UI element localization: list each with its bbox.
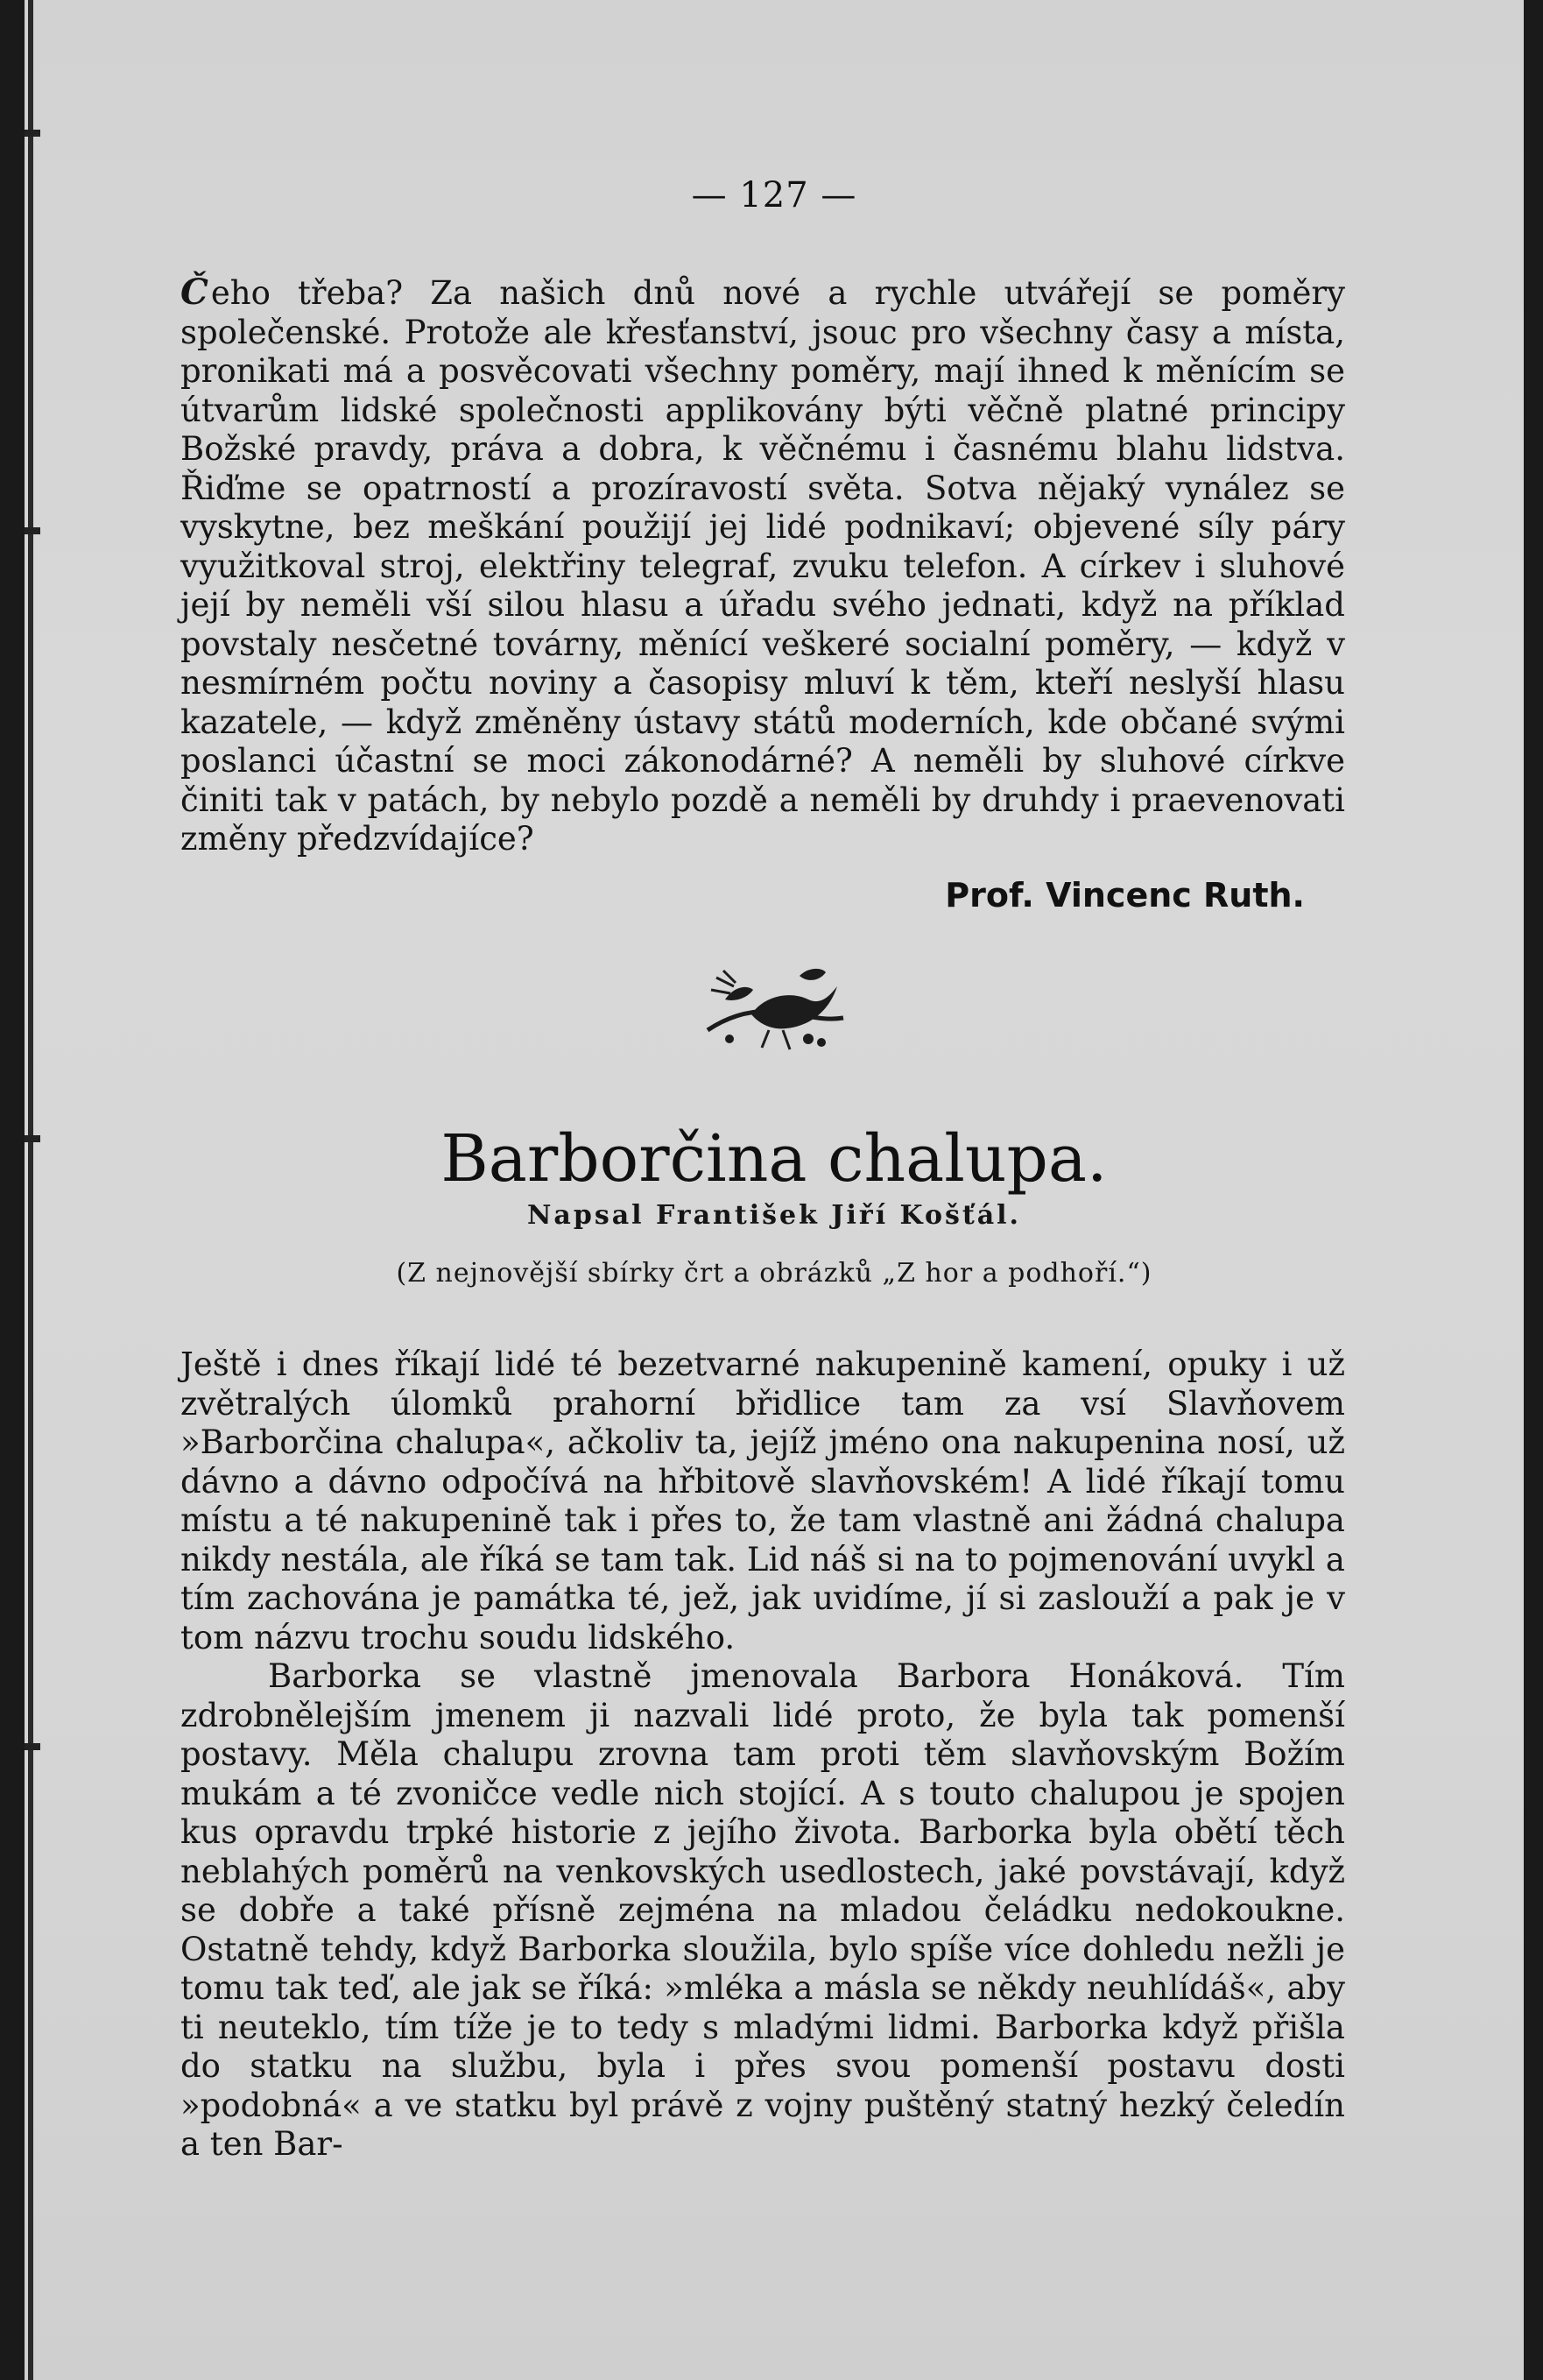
edge-mark	[25, 130, 40, 137]
drop-initial: Č	[180, 272, 208, 313]
article-paragraph-text: Barborka se vlastně jmenovala Barbora Honáková. Tím zdrobnělejším jmenem ji nazvali lidé proto, že byla tak pomenší postavy. Měla chalupu zrovna tam proti těm slavňovským Božím mukám a té zvoničce vedle nich stojící. A s touto chalupou je spojen kus opravdu trpké historie z jejího života. Barborka byla obětí těch neblahých poměrů na venkovských usedlostech, jaké povstávají, když se dobře a také přísně zejména na mladou čeládku nedokoukne. Ostatně tehdy, když Barborka sloužila, bylo spíše více dohledu nežli je tomu tak teď, ale jak se říká: »mléka a másla se někdy neuhlídáš«, aby ti neuteklo, tím tíže je to tedy s mladými lidmi. Barborka když přišla do statku na službu, byla i přes svou pomenší postavu dosti »podobná« a ve statku byl právě z vojny puštěný statný hezký čeledín a ten Bar-	[180, 1657, 1345, 2163]
signature: Prof. Vincenc Ruth.	[945, 876, 1305, 915]
article-paragraph	[180, 1657, 1345, 2165]
intro-paragraph	[180, 273, 1345, 859]
intro-text: eho třeba? Za našich dnů nové a rychle utvářejí se poměry společenské. Protože ale křesťanství, jsouc pro všechny časy a místa, pronikati má a posvěcovati všechny poměry, mají ihned k měnícím se útvarům lidské společnosti applikovány býti věčně platné principy Božské pravdy, práva a dobra, k věčnému i časnému blahu lidstva. Řiďme se opatrností a prozíravostí světa. Sotva nějaký vynález se vyskytne, bez meškání použijí jej lidé podnikaví; objevené síly páry využitkoval stroj, elektřiny telegraf, zvuku telefon. A církev i sluhové její by neměli vší silou hlasu a úřadu svého jednati, když na příklad povstaly nesčetné továrny, měnící veškeré socialní poměry, — když v nesmírném počtu noviny a časopisy mluví k těm, kteří neslyší hlasu kazatele, — když změněny ústavy států moderních, kde občané svými poslanci účastní se moci zákonodárné? A neměli by sluhové církve činiti tak v patách, by nebylo pozdě a neměli by druhdy i praevenovati změny předzvídajíce?	[180, 274, 1345, 858]
edge-mark	[25, 527, 40, 534]
article-author: Napsal František Jiří Košťál.	[527, 1200, 1021, 1231]
page-number: — 127 —	[691, 175, 857, 215]
article-title: Barborčina chalupa.	[440, 1121, 1108, 1197]
book-page	[25, 0, 1524, 2380]
article-paragraph: Ještě i dnes říkají lidé té bezetvarné nakupenině kamení, opuky i už zvětralých úlomků prahorní břidlice tam za vsí Slavňovem »Barborčina chalupa«, ačkoliv ta, jejíž jméno ona nakupenina nosí, už dávno a dávno odpočívá na hřbitově slavňovském! A lidé říkají tomu místu a té nakupenině tak i přes to, že tam vlastně ani žádná chalupa nikdy nestála, ale říká se tam tak. Lid náš si na to pojmenování uvykl a tím zachována je památka té, jež, jak uvidíme, jí si zaslouží a pak je v tom názvu trochu soudu lidského.	[180, 1345, 1345, 1656]
edge-mark	[25, 1743, 40, 1750]
ornament-icon	[699, 960, 856, 1056]
article-source: (Z nejnovější sbírky črt a obrázků „Z hor a podhoří.“)	[396, 1258, 1152, 1289]
